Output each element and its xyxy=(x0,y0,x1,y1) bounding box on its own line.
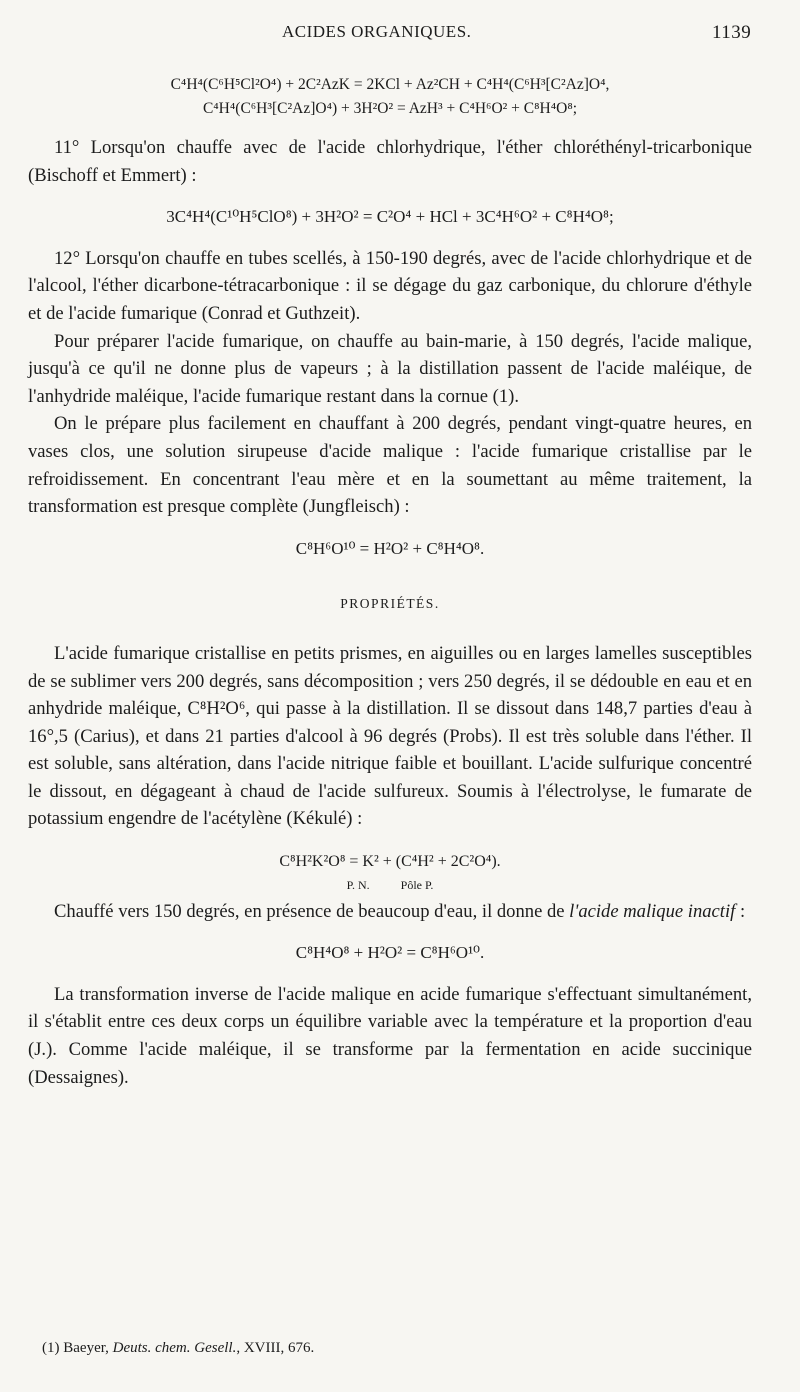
running-header xyxy=(0,22,800,46)
footnote xyxy=(42,1340,314,1357)
body-text xyxy=(28,72,752,1091)
pole-positive-label: Pôle P. xyxy=(400,877,434,892)
equation-4: C⁸H²K²O⁸ = K² + (C⁴H² + 2C²O⁴). xyxy=(279,853,501,871)
pole-negative-label: P. N. xyxy=(346,877,370,892)
equation-1a: C⁴H⁴(C⁶H⁵Cl²O⁴) + 2C²AzK = 2KCl + Az²CH + C⁴H⁴(C⁶H³[C²Az]O⁴, xyxy=(170,76,610,93)
equation-5: C⁸H⁴O⁸ + H²O² = C⁸H⁶O¹⁰. xyxy=(295,943,485,963)
paragraph-preparation-1: Pour préparer l'acide fumarique, on chauffe au bain-marie, à 150 degrés, l'acide malique, jusqu'à ce qu'il ne donne plus de vapeurs ; à la distillation passent de l'acide maléique, de l'anhydride maléique, l'acide fumarique restant dans la cornue (1). xyxy=(28,330,752,407)
footnote-ref: , XVIII, 676. xyxy=(236,1340,315,1356)
equation-1b: C⁴H⁴(C⁶H³[C²Az]O⁴) + 3H²O² = AzH³ + C⁴H⁶O² + C⁸H⁴O⁸; xyxy=(202,100,578,117)
section-title: PROPRIÉTÉS. xyxy=(340,596,440,612)
paragraph-heated xyxy=(28,898,752,926)
electrolysis-equation xyxy=(28,847,752,892)
footnote-mark: (1) xyxy=(42,1340,60,1356)
running-title: ACIDES ORGANIQUES. xyxy=(282,22,472,41)
paragraph-transformation: La transformation inverse de l'acide malique en acide fumarique s'effectuant simultanément, il s'établit entre ces deux corps un équilibre variable avec la température et la proportion d'eau (J.). Comme l'acide maléique, il se transforme par la fermentation en acide succinique (Dessaignes). xyxy=(28,983,752,1088)
pole-labels xyxy=(28,878,752,892)
paragraph-heated-end: : xyxy=(735,900,746,922)
paragraph-preparation-2: On le prépare plus facilement en chauffant à 200 degrés, pendant vingt-quatre heures, en vases clos, une solution sirupeuse d'acide malique : l'acide fumarique cristallise par le refroidissement. En concentrant l'eau mère et en la soumettant au même traitement, la transformation est presque complète (Jungfleisch) : xyxy=(28,413,752,518)
paragraph-heated-text: Chauffé vers 150 degrés, en présence de beaucoup d'eau, il donne de xyxy=(54,900,570,922)
paragraph-12: 12° Lorsqu'on chauffe en tubes scellés, à 150-190 degrés, avec de l'acide chlorhydrique et de l'alcool, l'éther dicarbone-tétracarbonique : il se dégage du gaz carbonique, du chlorure d'éthyle et de l'acide fumarique (Conrad et Guthzeit). xyxy=(28,247,752,324)
footnote-journal: Deuts. chem. Gesell. xyxy=(112,1340,237,1356)
equation-2: 3C⁴H⁴(C¹⁰H⁵ClO⁸) + 3H²O² = C²O⁴ + HCl + 3C⁴H⁶O² + C⁸H⁴O⁸; xyxy=(166,207,614,227)
footnote-author: Baeyer, xyxy=(59,1340,113,1356)
paragraph-properties: L'acide fumarique cristallise en petits prismes, en aiguilles ou en larges lamelles susceptibles de se sublimer vers 200 degrés, sans décomposition ; vers 250 degrés, il se dédouble en eau et en anhydride maléique, C⁸H²O⁶, qui passe à la distillation. Il se dissout dans 148,7 parties d'eau à 16°,5 (Carius), et dans 21 parties d'alcool à 96 degrés (Probs). Il est très soluble dans l'éther. Il est soluble, sans altération, dans l'acide nitrique faible et bouillant. L'acide sulfurique concentré le dissout, en dégageant à chaud de l'acide sulfureux. Soumis à l'électrolyse, le fumarate de potassium engendre de l'acétylène (Kékulé) : xyxy=(28,642,752,830)
equation-3: C⁸H⁶O¹⁰ = H²O² + C⁸H⁴O⁸. xyxy=(295,538,485,558)
malic-acid-term: l'acide malique inactif xyxy=(569,900,736,922)
page-number: 1139 xyxy=(712,22,752,43)
paragraph-11: 11° Lorsqu'on chauffe avec de l'acide chlorhydrique, l'éther chloréthényl-tricarbonique (Bischoff et Emmert) : xyxy=(28,137,752,186)
